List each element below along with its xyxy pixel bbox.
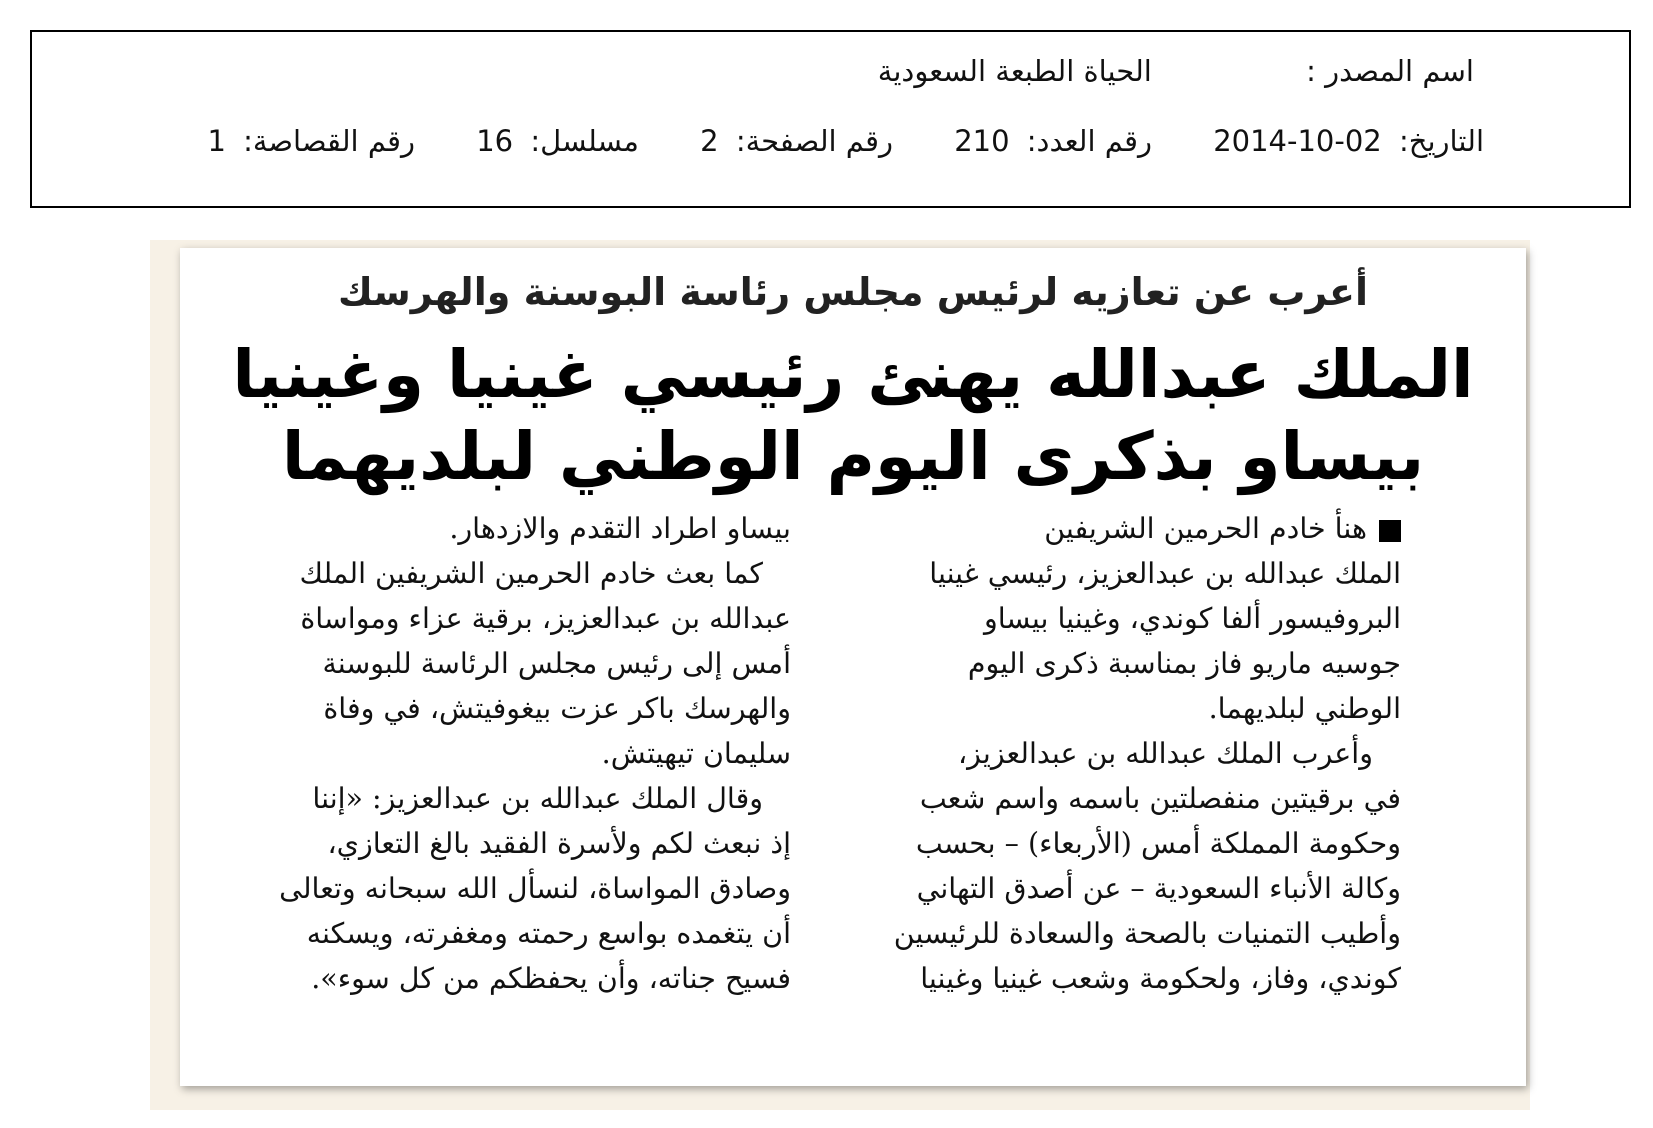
source-value: الحياة الطبعة السعودية — [877, 54, 1152, 88]
date-label: التاريخ: — [1398, 124, 1484, 158]
article-line: الملك عبدالله بن عبدالعزيز، رئيسي غينيا — [929, 557, 1401, 590]
article-line: والهرسك باكر عزت بيغوفيتش، في وفاة — [323, 692, 791, 725]
clip-value: 1 — [207, 124, 226, 158]
article-column-left — [213, 506, 791, 1001]
source-label: اسم المصدر : — [1306, 54, 1474, 88]
article-line: وكالة الأنباء السعودية – عن أصدق التهاني — [916, 872, 1401, 905]
article-line: كوندي، وفاز، ولحكومة وشعب غينيا وغينيا — [920, 962, 1401, 995]
article-column-right — [825, 506, 1401, 1001]
source-row — [878, 54, 1474, 88]
page-value: 2 — [700, 124, 719, 158]
article-line: سليمان تيهيتش. — [601, 737, 791, 770]
serial-value: 16 — [476, 124, 514, 158]
article-line: كما بعث خادم الحرمين الشريفين الملك — [299, 557, 763, 590]
article-headline-line-2: بيساو بذكرى اليوم الوطني لبلديهما — [281, 418, 1425, 495]
article-line: وأعرب الملك عبدالله بن عبدالعزيز، — [957, 737, 1373, 770]
article-line: بيساو اطراد التقدم والازدهار. — [449, 512, 791, 545]
article-line: جوسيه ماريو فاز بمناسبة ذكرى اليوم — [967, 647, 1401, 680]
issue-label: رقم العدد: — [1026, 124, 1152, 158]
article-headline-line-1: الملك عبدالله يهنئ رئيسي غينيا وغينيا — [232, 336, 1474, 413]
article-line: البروفيسور ألفا كوندي، وغينيا بيساو — [983, 602, 1401, 635]
article-line: وصادق المواساة، لنسأل الله سبحانه وتعالى — [279, 872, 791, 905]
article-line: وحكومة المملكة أمس (الأربعاء) – بحسب — [915, 827, 1401, 860]
clip-label: رقم القصاصة: — [243, 124, 415, 158]
article-line: في برقيتين منفصلتين باسمه واسم شعب — [919, 782, 1401, 815]
article-line: هنأ خادم الحرمين الشريفين — [825, 506, 1401, 551]
article-line: أن يتغمده بواسع رحمته ومغفرته، ويسكنه — [306, 917, 791, 950]
source-info-box — [30, 30, 1631, 208]
date-value: 2014-10-02 — [1213, 124, 1382, 158]
newspaper-clipping — [180, 248, 1526, 1086]
article-line: الوطني لبلديهما. — [1208, 692, 1401, 725]
issue-value: 210 — [954, 124, 1010, 158]
serial-label: مسلسل: — [530, 124, 639, 158]
article-line: وأطيب التمنيات بالصحة والسعادة للرئيسين — [893, 917, 1401, 950]
metadata-row — [207, 124, 1484, 158]
article-subheadline: أعرب عن تعازيه لرئيس مجلس رئاسة البوسنة والهرسك — [337, 270, 1369, 314]
article-line: وقال الملك عبدالله بن عبدالعزيز: «إننا — [312, 782, 763, 815]
page-label: رقم الصفحة: — [735, 124, 893, 158]
article-line: إذ نبعث لكم ولأسرة الفقيد بالغ التعازي، — [327, 827, 791, 860]
article-line: فسيح جناته، وأن يحفظكم من كل سوء». — [311, 962, 791, 995]
bullet-square-icon — [1379, 520, 1401, 542]
article-line: أمس إلى رئيس مجلس الرئاسة للبوسنة — [322, 647, 791, 680]
article-line: عبدالله بن عبدالعزيز، برقية عزاء ومواساة — [300, 602, 791, 635]
